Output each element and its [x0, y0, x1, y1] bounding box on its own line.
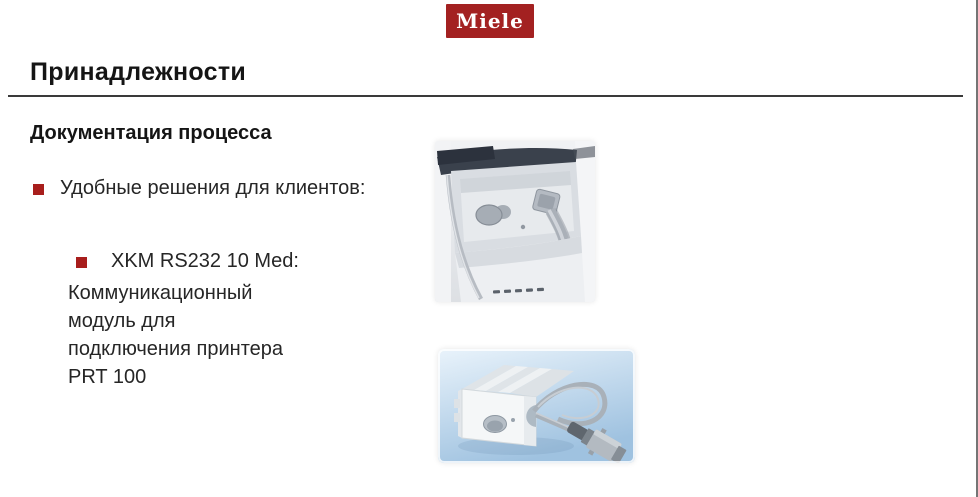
description-line: Коммуникационный — [68, 282, 253, 304]
page-title: Принадлежности — [30, 58, 247, 86]
bullet-square-icon — [33, 184, 44, 195]
description-line: модуль для — [68, 310, 176, 332]
miele-logo-text: Miele — [456, 9, 524, 33]
photo-module-installed — [435, 141, 595, 302]
bullet-label: Удобные решения для клиентов: — [60, 177, 366, 199]
photo-xkm-module-art — [438, 349, 635, 463]
photo-xkm-module — [438, 349, 635, 463]
description-line: PRT 100 — [68, 366, 147, 388]
bullet-label: XKM RS232 10 Med: — [111, 250, 299, 272]
miele-logo — [446, 4, 534, 38]
description-line: подключения принтера — [68, 338, 284, 360]
title-divider — [8, 95, 963, 97]
bullet-square-icon — [76, 257, 87, 268]
photo-module-installed-art — [435, 141, 595, 302]
section-subtitle: Документация процесса — [30, 122, 272, 144]
description — [68, 279, 283, 391]
